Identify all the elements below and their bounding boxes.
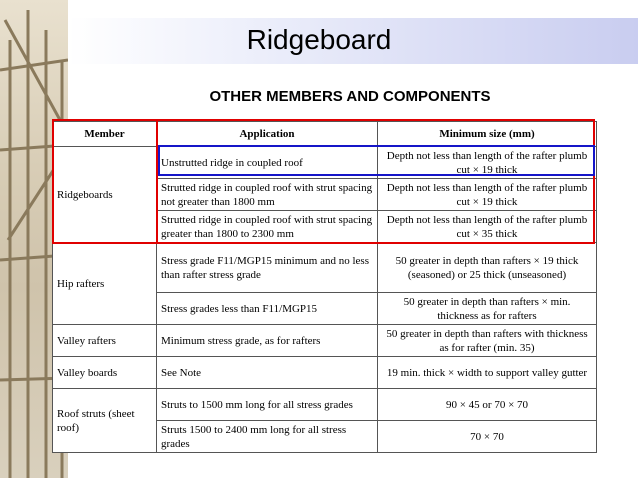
size-cell: 19 min. thick × width to support valley gutter: [378, 357, 597, 389]
size-cell: 70 × 70: [378, 421, 597, 453]
table-row: [53, 243, 597, 293]
size-cell: Depth not less than length of the rafter plumb cut × 19 thick: [378, 179, 597, 211]
application-cell: Stress grade F11/MGP15 minimum and no less than rafter stress grade: [157, 243, 378, 293]
member-cell: Roof struts (sheet roof): [53, 389, 157, 453]
size-cell: 50 greater in depth than rafters × min. thickness as for rafters: [378, 293, 597, 325]
table-row: [53, 325, 597, 357]
application-cell: See Note: [157, 357, 378, 389]
size-cell: Depth not less than length of the rafter plumb cut × 35 thick: [378, 211, 597, 243]
member-cell: Valley rafters: [53, 325, 157, 357]
size-cell: 50 greater in depth than rafters with thickness as for rafter (min. 35): [378, 325, 597, 357]
slide-subtitle: OTHER MEMBERS AND COMPONENTS: [209, 88, 491, 105]
table-header-row: [53, 122, 597, 147]
header-member: Member: [53, 122, 157, 147]
header-minimum-size: Minimum size (mm): [378, 122, 597, 147]
header-application: Application: [157, 122, 378, 147]
application-cell: Strutted ridge in coupled roof with strut spacing not greater than 1800 mm: [157, 179, 378, 211]
table-row: [53, 389, 597, 421]
application-cell: Strutted ridge in coupled roof with strut spacing greater than 1800 to 2300 mm: [157, 211, 378, 243]
size-cell: 50 greater in depth than rafters × 19 thick (seasoned) or 25 thick (unseasoned): [378, 243, 597, 293]
size-cell: 90 × 45 or 70 × 70: [378, 389, 597, 421]
components-table: [52, 121, 597, 453]
table-row: [53, 147, 597, 179]
application-cell: Minimum stress grade, as for rafters: [157, 325, 378, 357]
member-cell: Hip rafters: [53, 243, 157, 325]
table-row: [53, 357, 597, 389]
application-cell: Stress grades less than F11/MGP15: [157, 293, 378, 325]
size-cell: Depth not less than length of the rafter plumb cut × 19 thick: [378, 147, 597, 179]
application-cell: Struts 1500 to 2400 mm long for all stress grades: [157, 421, 378, 453]
application-cell: Struts to 1500 mm long for all stress grades: [157, 389, 378, 421]
member-cell: Valley boards: [53, 357, 157, 389]
application-cell: Unstrutted ridge in coupled roof: [157, 147, 378, 179]
member-cell: Ridgeboards: [53, 147, 157, 243]
slide-title: Ridgeboard: [246, 24, 392, 55]
